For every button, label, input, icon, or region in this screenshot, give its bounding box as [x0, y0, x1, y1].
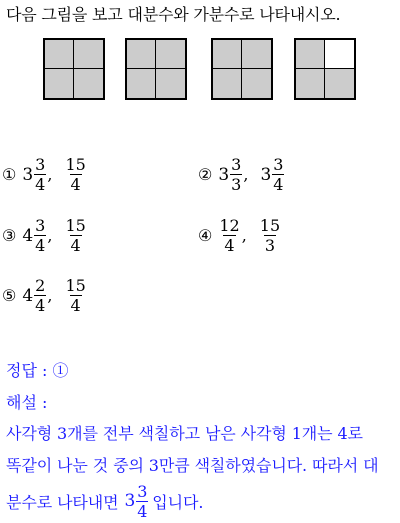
choice-marker: ②: [198, 165, 213, 184]
mixed-denominator: 4: [35, 175, 46, 194]
mixed-numerator: 12: [219, 216, 240, 235]
explanation-fraction: [124, 482, 148, 521]
mixed-denominator: 4: [35, 236, 46, 255]
improper-denominator: 4: [273, 175, 284, 194]
comma: ,: [243, 165, 249, 184]
square-cell: [325, 40, 354, 69]
explanation-frac-whole: 3: [124, 491, 136, 511]
fraction-square-3: [211, 38, 273, 100]
improper-fraction: [64, 216, 86, 255]
explanation-end: 입니다.: [152, 493, 204, 512]
mixed-denominator: 4: [224, 236, 235, 255]
explanation-line-1: 사각형 3개를 전부 색칠하고 남은 사각형 1개는 4로: [6, 424, 363, 443]
choice-3: [2, 216, 87, 255]
choice-2: [198, 155, 284, 194]
comma: ,: [241, 226, 247, 245]
choice-4: [198, 216, 281, 255]
mixed-whole: 4: [22, 285, 34, 306]
fraction-square-4: [294, 38, 356, 100]
square-cell: [127, 40, 156, 69]
improper-denominator: 3: [264, 236, 276, 255]
mixed-fraction: [34, 216, 46, 255]
square-cell: [296, 69, 325, 98]
choice-marker: ⑤: [2, 286, 17, 305]
square-cell: [213, 69, 242, 98]
improper-fraction: [272, 155, 284, 194]
improper-numerator: 15: [259, 216, 281, 235]
question-text: 다음 그림을 보고 대분수와 가분수로 나타내시오.: [6, 5, 341, 24]
square-cell: [296, 40, 325, 69]
improper-fraction: [259, 216, 281, 255]
comma: ,: [47, 226, 53, 245]
mixed-fraction: [218, 216, 240, 255]
explanation-frac-num: 3: [137, 482, 148, 501]
square-cell: [45, 40, 74, 69]
improper-denominator: 4: [70, 296, 81, 315]
mixed-numerator: 2: [35, 276, 46, 295]
square-cell: [213, 40, 242, 69]
square-cell: [242, 40, 271, 69]
fraction-square-1: [43, 38, 105, 100]
figure: [43, 38, 363, 102]
improper-denominator: 4: [70, 175, 81, 194]
improper-fraction: [64, 155, 86, 194]
choice-marker: ③: [2, 226, 17, 245]
explanation-frac-den: 4: [137, 502, 148, 521]
mixed-fraction: [34, 276, 46, 315]
square-cell: [156, 40, 185, 69]
square-cell: [74, 40, 103, 69]
choice-marker: ①: [2, 165, 17, 184]
mixed-denominator: 4: [35, 296, 46, 315]
comma: ,: [47, 165, 53, 184]
choice-marker: ④: [198, 226, 213, 245]
choice-1: [2, 155, 87, 194]
improper-numerator: 3: [273, 155, 284, 174]
mixed-whole: 3: [218, 164, 230, 185]
answer: 정답 : ①: [6, 361, 69, 380]
improper-fraction: [64, 276, 86, 315]
square-cell: [242, 69, 271, 98]
mixed-fraction: [230, 155, 242, 194]
mixed-denominator: 3: [231, 175, 242, 194]
explanation-line-3-text: 분수로 나타내면: [6, 493, 119, 512]
explanation-line-2: 똑같이 나눈 것 중의 3만큼 색칠하였습니다. 따라서 대: [6, 456, 379, 475]
mixed-numerator: 3: [35, 155, 46, 174]
fraction-square-2: [125, 38, 187, 100]
explanation-line-3: [6, 482, 203, 521]
mixed-fraction: [34, 155, 46, 194]
choice-5: [2, 276, 87, 315]
square-cell: [74, 69, 103, 98]
square-cell: [127, 69, 156, 98]
improper-numerator: 15: [65, 155, 86, 174]
improper-denominator: 4: [70, 236, 81, 255]
explanation-title: 해설 :: [6, 393, 48, 412]
square-cell: [325, 69, 354, 98]
square-cell: [156, 69, 185, 98]
mixed-numerator: 3: [231, 155, 242, 174]
mixed-whole: 4: [22, 225, 34, 246]
mixed-numerator: 3: [35, 216, 46, 235]
mixed-whole: 3: [22, 164, 34, 185]
improper-whole: 3: [260, 164, 272, 185]
improper-numerator: 15: [65, 216, 86, 235]
improper-numerator: 15: [65, 276, 86, 295]
square-cell: [45, 69, 74, 98]
comma: ,: [47, 286, 53, 305]
